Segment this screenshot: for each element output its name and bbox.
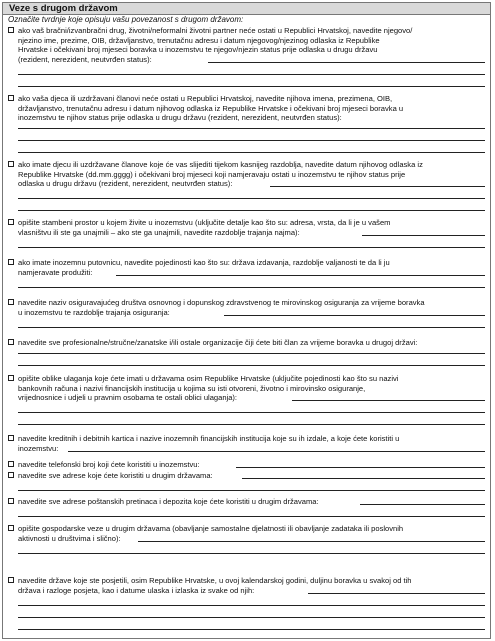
answer-line[interactable]	[18, 412, 485, 413]
answer-line[interactable]	[18, 287, 485, 288]
answer-line[interactable]	[18, 74, 485, 75]
answer-line[interactable]	[68, 451, 485, 452]
checkbox[interactable]	[8, 219, 14, 225]
checkbox[interactable]	[8, 498, 14, 504]
item-text: ako imate djecu ili uzdržavane članove koje će vas slijediti tijekom kasnijeg razdoblja, navedite datum njihovog odlaska iz Republike Hrvatske (dd.mm.gggg) i očekivani broj mjeseci koji namjeravaju ostati u inozemstvu te njihov status prije odlaska u drugu državu (rezident, nerezident, neutvrđen status):	[18, 160, 423, 189]
item-text: opišite oblike ulaganja koje ćete imati u državama osim Republike Hrvatske (uključite pojedinosti kao što su nazivi bankovnih računa i nazivi financijskih institucija u kojima su isti otvoreni, životno i mirovinsko osiguranje, vrijednosnice i udjeli u pravnim osobama te ostali oblici ulaganja):	[18, 374, 399, 403]
answer-line[interactable]	[18, 128, 485, 129]
answer-line[interactable]	[292, 400, 485, 401]
answer-line[interactable]	[18, 617, 485, 618]
item-text: navedite kreditnih i debitnih kartica i nazive inozemnih financijskih institucija koje su ih izdale, a koje ćete koristiti u inozemstvu:	[18, 434, 400, 453]
item-text: opišite gospodarske veze u drugim državama (obavljanje samostalne djelatnosti ili obavljanje zadataka ili poslovnih aktivnosti u društvima i slično):	[18, 524, 404, 543]
item-text: opišite stambeni prostor u kojem živite u inozemstvu (uključite detalje kao što su: adresa, vrsta, da li je u vašem vlasništvu ili ste ga unajmili – ako ste ga unajmili, navedite razdoblje trajanja najma):	[18, 218, 391, 237]
answer-line[interactable]	[18, 198, 485, 199]
checkbox[interactable]	[8, 299, 14, 305]
checkbox[interactable]	[8, 27, 14, 33]
item-text: navedite sve adrese koje ćete koristiti u drugim državama:	[18, 471, 213, 480]
checkbox[interactable]	[8, 339, 14, 345]
answer-line[interactable]	[308, 593, 485, 594]
answer-line[interactable]	[18, 327, 485, 328]
item-text: navedite sve profesionalne/stručne/zanatske i/ili ostale organizacije čiji ćete biti član za vrijeme boravka u drugoj državi:	[18, 338, 418, 347]
item-text: ako vaša djeca ili uzdržavani članovi neće ostati u Republici Hrvatskoj, navedite njihova imena, prezimena, OIB, državljanstvo, trenutačnu adresu i datum njihovog odlaska iz Republike Hrvatske i očekivani broj mjeseci boravka u inozemstvu te njihov status prije odlaska u drugu državu (rezident, nerezident, neutvrđen status):	[18, 94, 404, 123]
answer-line[interactable]	[18, 629, 485, 630]
answer-line[interactable]	[18, 152, 485, 153]
answer-line[interactable]	[18, 365, 485, 366]
item-text: ako vaš bračni/izvanbračni drug, životni/neformalni životni partner neće ostati u Republici Hrvatskoj, navedite njegovo/ njezino ime, prezime, OIB, državljanstvo, trenutačnu adresu i datum njegovog/njezinog odlaska iz Republike Hrvatske i očekivani broj mjeseci boravka u inozemstvu te njegov/njezin status prije odlaska u drugu državu (rezident, nerezident, neutvrđen status):	[18, 26, 413, 64]
answer-line[interactable]	[362, 235, 485, 236]
checkbox[interactable]	[8, 375, 14, 381]
answer-line[interactable]	[18, 140, 485, 141]
answer-line[interactable]	[18, 247, 485, 248]
answer-line[interactable]	[18, 210, 485, 211]
answer-line[interactable]	[18, 86, 485, 87]
checkbox[interactable]	[8, 95, 14, 101]
answer-line[interactable]	[18, 490, 485, 491]
answer-line[interactable]	[208, 62, 485, 63]
item-text: navedite telefonski broj koji ćete koristiti u inozemstvu:	[18, 460, 200, 469]
answer-line[interactable]	[18, 353, 485, 354]
answer-line[interactable]	[18, 553, 485, 554]
checkbox[interactable]	[8, 161, 14, 167]
checkbox[interactable]	[8, 461, 14, 467]
item-text: navedite države koje ste posjetili, osim Republike Hrvatske, u ovoj kalendarskoj godini, duljinu boravka u svakoj od tih država i razloge posjeta, kao i datume ulaska i izlaska iz svake od njih:	[18, 576, 412, 595]
answer-line[interactable]	[360, 504, 485, 505]
checkbox[interactable]	[8, 472, 14, 478]
section-title: Veze s drugom državom	[2, 2, 491, 15]
answer-line[interactable]	[236, 467, 485, 468]
checkbox[interactable]	[8, 259, 14, 265]
checkbox[interactable]	[8, 577, 14, 583]
answer-line[interactable]	[116, 275, 485, 276]
checkbox[interactable]	[8, 525, 14, 531]
section-intro: Označite tvrdnje koje opisuju vašu povezanost s drugom državom:	[8, 15, 244, 24]
answer-line[interactable]	[18, 516, 485, 517]
item-text: navedite sve adrese poštanskih pretinaca i depozita koje ćete koristiti u drugim državama:	[18, 497, 319, 506]
answer-line[interactable]	[242, 478, 485, 479]
item-text: navedite naziv osiguravajućeg društva osnovnog i dopunskog zdravstvenog te mirovinskog osiguranja za vrijeme boravka u inozemstvu te razdoblje trajanja osiguranja:	[18, 298, 425, 317]
answer-line[interactable]	[18, 424, 485, 425]
checkbox[interactable]	[8, 435, 14, 441]
answer-line[interactable]	[224, 315, 485, 316]
answer-line[interactable]	[138, 541, 485, 542]
answer-line[interactable]	[270, 186, 485, 187]
answer-line[interactable]	[18, 605, 485, 606]
item-text: ako imate inozemnu putovnicu, navedite pojedinosti kao što su: država izdavanja, razdoblje valjanosti te da li ju namjeravate produžiti:	[18, 258, 390, 277]
